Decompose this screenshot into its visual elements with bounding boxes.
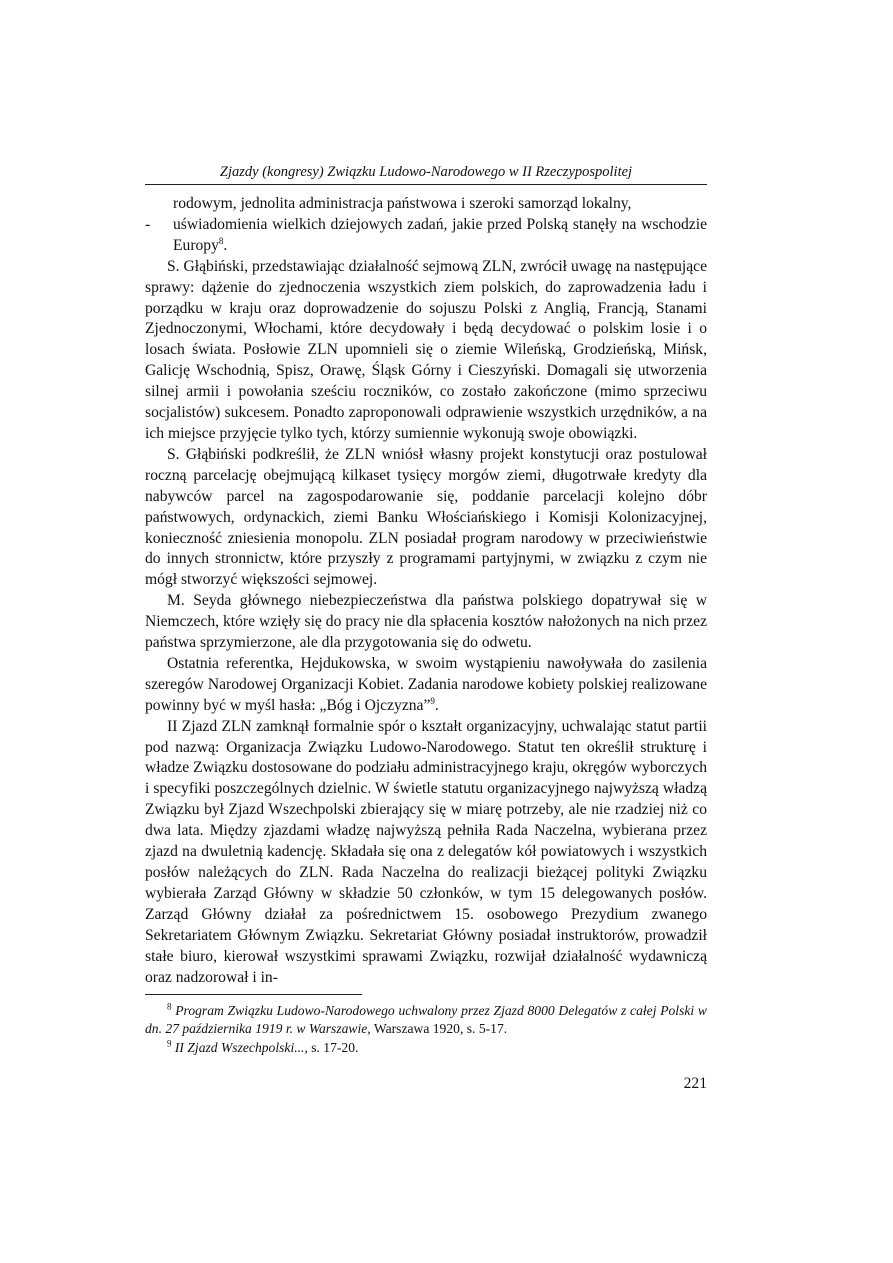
bullet-end: . [223, 236, 228, 254]
paragraph-1: S. Głąbiński, przedstawiając działalność sejmową ZLN, zwrócił uwagę na następujące sprawy: dążenie do zjednoczenia wszystkich ziem polskich, do zaprowadzenia ładu i porządku w kraju oraz doprowadzenie do sojuszu Polski z Anglią, Francją, Stanami Zjednoczonymi, Włochami, które decydowały i będą decydować o polskim losie i o losach świata. Posłowie ZLN upomnieli się o ziemie Wileńską, Grodzieńską, Mińsk, Galicję Wschodnią, Spisz, Orawę, Śląsk Górny i Cieszyński. Domagali się utworzenia silnej armii i powołania sześciu roczników, co zostało zakończone (mimo sprzeciwu socjalistów) sukcesem. Ponadto zaproponowali odprawienie wszystkich urzędników, a na ich miejsce przyjęcie tylko tych, którzy sumiennie wykonują swoje obowiązki. [145, 257, 707, 442]
paragraph-3: M. Seyda głównego niebezpieczeństwa dla państwa polskiego dopatrywał się w Niemczech, które wzięły się do pracy nie dla spłacenia kosztów nałożonych na nich przez państwa sprzymierzone, ale dla przygotowania się do odwetu. [145, 592, 707, 652]
paragraph-4-text: Ostatnia referentka, Hejdukowska, w swoim wystąpieniu nawoływała do zasilenia szeregów Narodowej Organizacji Kobiet. Zadania narodowe kobiety polskiej realizowane powinny być w myśl hasła: „Bóg i Ojczyzna” [145, 654, 707, 714]
footnote-9 [145, 1039, 707, 1057]
paragraph-4 [145, 654, 707, 717]
page-number: 221 [683, 1075, 707, 1092]
running-header: Zjazdy (kongresy) Związku Ludowo-Narodowego w II Rzeczypospolitej [219, 164, 633, 180]
footnote-details: s. 17-20. [307, 1039, 359, 1055]
paragraph-2: S. Głąbiński podkreślił, że ZLN wniósł własny projekt konstytucji oraz postulował roczną parcelację obejmującą kilkaset tysięcy morgów ziemi, długotrwałe kredyty dla nabywców parcel na zagospodarowanie się, poddanie parcelacji kolejno dóbr państwowych, ordynackich, ziemi Banku Włościańskiego i Komisji Kolonizacyjnej, konieczność zniesienia monopolu. ZLN posiadał program narodowy w przeciwieństwie do innych stronnictw, które przyszły z programami partyjnymi, w związku z czym nie mógł stworzyć większości sejmowej. [145, 445, 707, 589]
footnote-details: Warszawa 1920, s. 5-17. [370, 1021, 508, 1037]
continuation-line: rodowym, jednolita administracja państwowa i szeroki samorząd lokalny, [173, 195, 632, 212]
bullet-text: uświadomienia wielkich dziejowych zadań, jakie przed Polską stanęły na wschodzie Europy [173, 215, 707, 254]
paragraph-4-end: . [434, 696, 439, 714]
bullet-item [145, 215, 707, 257]
paragraph-5: II Zjazd ZLN zamknął formalnie spór o kształt organizacyjny, uchwalając statut partii pod nazwą: Organizacja Związku Ludowo-Narodowego. Statut ten określił strukturę i władze Związku dostosowane do podziału administracyjnego kraju, okręgów wyborczych i specyfiki poszczególnych dzielnic. W świetle statutu organizacyjnego najwyższą władzą Związku był Zjazd Wszechpolski zbierający się w miarę potrzeby, ale nie rzadziej niż co dwa lata. Między zjazdami władzę najwyższą pełniła Rada Naczelna, wybierana przez zjazd na dwuletnią kadencję. Składała się ona z delegatów kół powiatowych i wszystkich posłów należących do ZLN. Rada Naczelna do realizacji bieżącej polityki Związku wybierała Zarząd Główny w składzie 50 członków, w tym 15 delegowanych posłów. Zarząd Główny działał za pośrednictwem 15. osobowego Prezydium zwanego Sekretariatem Głównym Związku. Sekretariat Główny posiadał instruktorów, prowadził stałe biuro, kierował wszystkimi sprawami Związku, rozwijał działalność wydawniczą oraz nadzorował i in- [145, 717, 707, 986]
footnotes [145, 1002, 707, 1057]
main-text [145, 194, 707, 988]
footnote-number: 8 [167, 1001, 172, 1012]
footnote-8 [145, 1002, 707, 1039]
footnote-rule [145, 994, 362, 995]
footnote-number: 9 [167, 1038, 172, 1049]
header-rule [145, 184, 707, 185]
footnote-title: II Zjazd Wszechpolski..., [174, 1039, 308, 1055]
bullet-dash: - [145, 215, 151, 233]
footnote-ref-8[interactable]: 8 [218, 235, 224, 246]
footnote-ref-9[interactable]: 9 [430, 695, 435, 706]
footnote-title: Program Związku Ludowo-Narodowego uchwalony przez Zjazd 8000 Delegatów z całej Polski w dn. 27 października 1919 r. w Warszawie, [145, 1003, 707, 1037]
